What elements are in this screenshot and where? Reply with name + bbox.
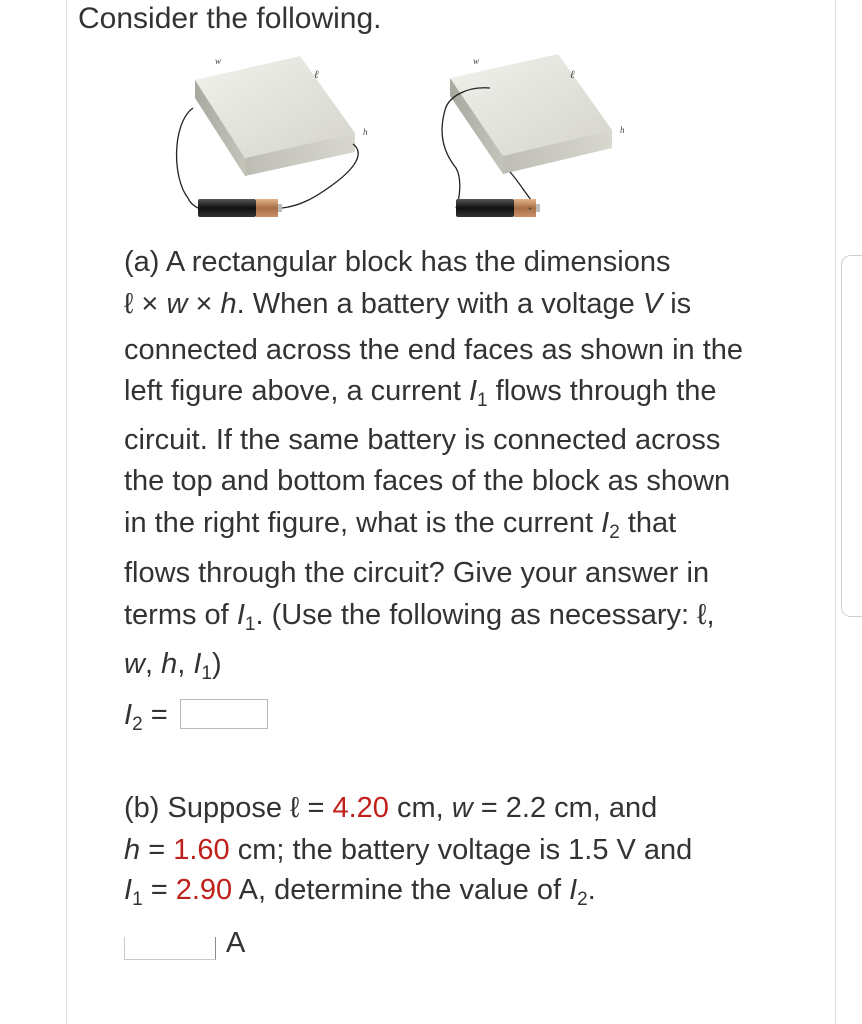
part-a-line-2: ℓ × w × h. When a battery with a voltage V is: [124, 288, 692, 320]
right-l-label: ℓ: [570, 69, 575, 81]
left-l-label: ℓ: [314, 69, 319, 81]
right-battery: [456, 199, 540, 217]
part-a-line-6: the top and bottom faces of the block as shown: [124, 465, 731, 497]
part-a-line-1: (a) A rectangular block has the dimensions: [124, 246, 671, 278]
battery-plus-sign: +: [528, 206, 533, 213]
right-h-label: h: [620, 125, 625, 135]
right-block: [450, 54, 612, 174]
left-h-label: h: [363, 127, 368, 137]
content-left-border: [66, 0, 67, 1024]
question-heading: Consider the following.: [78, 2, 382, 35]
part-b-line-2: h = 1.60 cm; the battery voltage is 1.5 V and: [124, 834, 693, 866]
right-w-label: w: [473, 56, 480, 66]
battery-block-figure: [160, 48, 625, 233]
part-a-line-3: connected across the end faces as shown in the: [124, 334, 744, 366]
left-wire-1: [177, 108, 198, 208]
part-a-line-10: w, h, $I_1$): [124, 648, 222, 684]
left-w-label: w: [215, 56, 222, 66]
part-a-line-5: circuit. If the same battery is connected across: [124, 424, 721, 456]
part-a-line-7: in the right figure, what is the current $I_2$ that: [124, 507, 677, 543]
content-right-border: [835, 0, 836, 1024]
part-a-answer-row: $I_2$ =: [124, 699, 268, 736]
part-a-line-8: flows through the circuit? Give your answer in: [124, 557, 710, 589]
side-panel-tab[interactable]: [841, 255, 862, 617]
part-b-line-3: $I_1 = 2.90$ A, determine the value of $I_2$.: [124, 874, 596, 910]
left-battery: [198, 199, 282, 217]
part-b-answer-input[interactable]: [124, 937, 216, 960]
part-a-line-9: terms of $I_1$. (Use the following as necessary: ℓ,: [124, 599, 715, 635]
part-a-line-4: left figure above, a current $I_1$ flows through the: [124, 375, 717, 411]
part-a-answer-input[interactable]: [180, 699, 268, 729]
part-b-line-1: (b) Suppose ℓ = 4.20 cm, w = 2.2 cm, and: [124, 792, 658, 824]
part-b-unit-label: A: [226, 927, 246, 959]
left-block: [195, 56, 355, 176]
